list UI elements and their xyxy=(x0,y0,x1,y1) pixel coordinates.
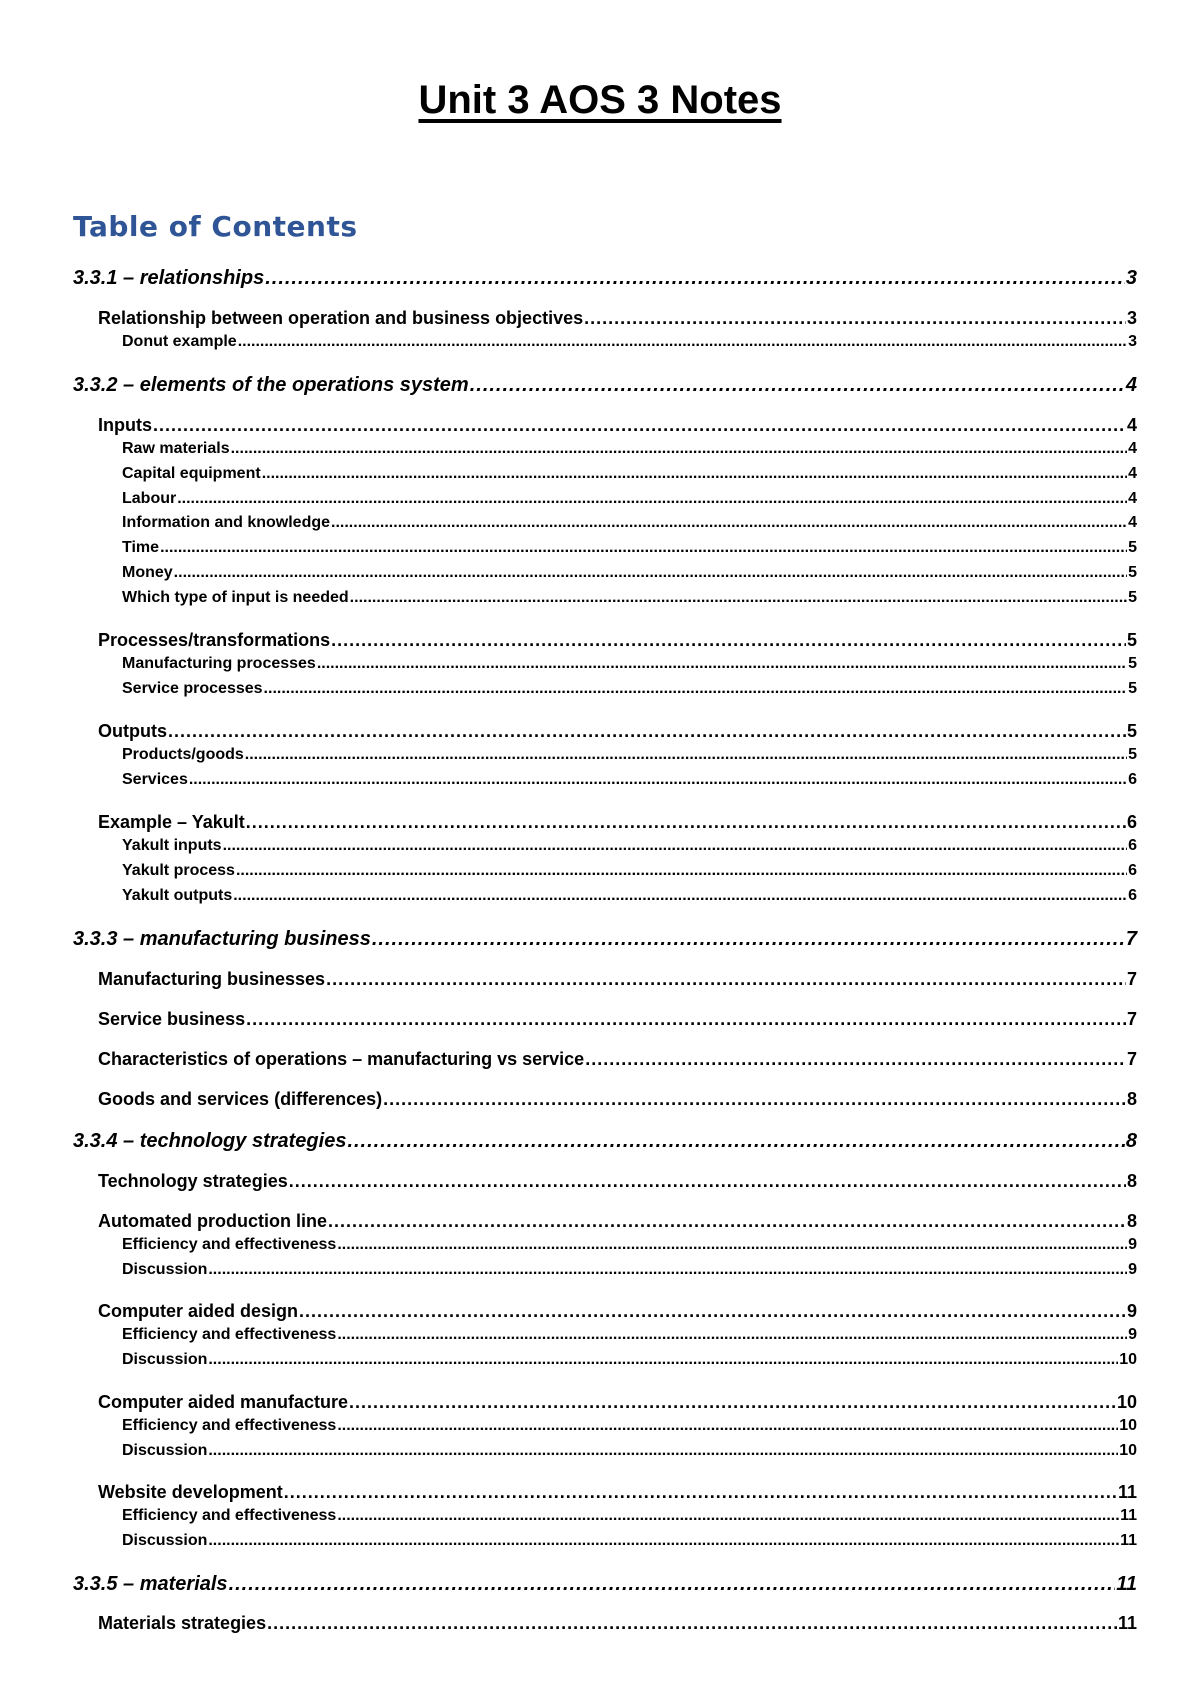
toc-entry-label: Efficiency and effectiveness xyxy=(122,1507,337,1524)
toc-subsubsection-entry[interactable] xyxy=(122,837,1137,855)
toc-entry-label: Discussion xyxy=(122,1442,208,1459)
toc-subsubsection-entry[interactable] xyxy=(122,680,1137,698)
toc-section-entry[interactable] xyxy=(73,928,1137,951)
toc-subsection-entry[interactable] xyxy=(98,1089,1137,1110)
toc-dot-leader xyxy=(233,887,1127,905)
toc-subsubsection-entry[interactable] xyxy=(122,440,1137,458)
toc-dot-leader xyxy=(265,267,1125,290)
toc-entry-label: Efficiency and effectiveness xyxy=(122,1326,337,1343)
toc-entry-label: Information and knowledge xyxy=(122,514,331,531)
toc-entry-label: Relationship between operation and business objectives xyxy=(98,308,584,328)
toc-dot-leader xyxy=(262,465,1127,483)
toc-entry-label: Discussion xyxy=(122,1351,208,1368)
toc-section-entry[interactable] xyxy=(73,374,1137,397)
toc-dot-leader xyxy=(177,490,1127,508)
toc-subsubsection-entry[interactable] xyxy=(122,887,1137,905)
toc-page-number: 3 xyxy=(1125,267,1137,289)
toc-dot-leader xyxy=(160,539,1127,557)
toc-entry-label: Which type of input is needed xyxy=(122,589,349,606)
toc-page-number: 10 xyxy=(1116,1392,1137,1412)
toc-dot-leader xyxy=(470,374,1125,397)
toc-subsection-entry[interactable] xyxy=(98,415,1137,436)
toc-page-number: 10 xyxy=(1119,1351,1137,1368)
toc-entry-label: Time xyxy=(122,539,160,556)
toc-subsubsection-entry[interactable] xyxy=(122,333,1137,351)
toc-dot-leader xyxy=(264,680,1128,698)
toc-dot-leader xyxy=(383,1089,1126,1110)
toc-page-number: 5 xyxy=(1126,721,1137,741)
toc-page-number: 5 xyxy=(1128,589,1137,606)
document-title: Unit 3 AOS 3 Notes xyxy=(418,78,782,122)
toc-dot-leader xyxy=(223,837,1128,855)
toc-dot-leader xyxy=(229,1573,1116,1596)
toc-page-number: 6 xyxy=(1128,887,1137,904)
toc-subsubsection-entry[interactable] xyxy=(122,564,1137,582)
toc-subsubsection-entry[interactable] xyxy=(122,1532,1137,1550)
toc-dot-leader xyxy=(284,1482,1117,1503)
toc-entry-label: Yakult outputs xyxy=(122,887,233,904)
toc-dot-leader xyxy=(347,1130,1124,1153)
toc-dot-leader xyxy=(208,1442,1118,1460)
toc-subsection-entry[interactable] xyxy=(98,1211,1137,1232)
toc-dot-leader xyxy=(238,333,1127,351)
toc-dot-leader xyxy=(350,589,1127,607)
toc-entry-label: 3.3.3 – manufacturing business xyxy=(73,928,371,950)
toc-page-number: 8 xyxy=(1126,1211,1137,1231)
toc-subsection-entry[interactable] xyxy=(98,1613,1137,1634)
toc-entry-label: 3.3.2 – elements of the operations system xyxy=(73,374,469,396)
toc-dot-leader xyxy=(337,1417,1118,1435)
toc-section-entry[interactable] xyxy=(73,1573,1137,1596)
toc-entry-label: Money xyxy=(122,564,173,581)
toc-page-number: 5 xyxy=(1128,539,1137,556)
toc-dot-leader xyxy=(168,721,1126,742)
toc-entry-label: Goods and services (differences) xyxy=(98,1089,383,1109)
toc-subsection-entry[interactable] xyxy=(98,969,1137,990)
toc-dot-leader xyxy=(208,1532,1119,1550)
toc-dot-leader xyxy=(328,1211,1126,1232)
toc-section-entry[interactable] xyxy=(73,1130,1137,1153)
toc-page-number: 4 xyxy=(1125,374,1137,396)
toc-dot-leader xyxy=(153,415,1126,436)
toc-page-number: 4 xyxy=(1128,514,1137,531)
toc-page-number: 5 xyxy=(1128,746,1137,763)
toc-page-number: 6 xyxy=(1128,862,1137,879)
toc-entry-label: Manufacturing businesses xyxy=(98,969,326,989)
toc-entry-label: Automated production line xyxy=(98,1211,327,1231)
toc-dot-leader xyxy=(317,655,1127,673)
toc-subsubsection-entry[interactable] xyxy=(122,655,1137,673)
toc-dot-leader xyxy=(267,1613,1117,1634)
toc-entry-label: Donut example xyxy=(122,333,237,350)
toc-page-number: 11 xyxy=(1117,1613,1137,1633)
toc-subsubsection-entry[interactable] xyxy=(122,514,1137,532)
toc-page-number: 7 xyxy=(1126,1049,1137,1069)
toc-page-number: 4 xyxy=(1128,465,1137,482)
toc-page-number: 8 xyxy=(1126,1089,1137,1109)
toc-dot-leader xyxy=(331,630,1126,651)
toc-entry-label: Services xyxy=(122,771,188,788)
toc-section-entry[interactable] xyxy=(73,267,1137,290)
toc-entry-label: Products/goods xyxy=(122,746,244,763)
toc-entry-label: Characteristics of operations – manufacturing vs service xyxy=(98,1049,585,1069)
toc-dot-leader xyxy=(331,514,1127,532)
toc-entry-label: Efficiency and effectiveness xyxy=(122,1236,337,1253)
toc-entry-label: Inputs xyxy=(98,415,152,435)
toc-subsection-entry[interactable] xyxy=(98,1482,1137,1503)
toc-dot-leader xyxy=(236,862,1127,880)
toc-entry-label: Discussion xyxy=(122,1261,208,1278)
toc-subsubsection-entry[interactable] xyxy=(122,1261,1137,1279)
toc-entry-label: Raw materials xyxy=(122,440,230,457)
toc-page-number: 7 xyxy=(1125,928,1137,950)
toc-subsubsection-entry[interactable] xyxy=(122,490,1137,508)
toc-subsection-entry[interactable] xyxy=(98,630,1137,651)
toc-subsubsection-entry[interactable] xyxy=(122,862,1137,880)
toc-entry-label: Outputs xyxy=(98,721,167,741)
toc-subsection-entry[interactable] xyxy=(98,308,1137,329)
toc-entry-label: Discussion xyxy=(122,1532,208,1549)
toc-page-number: 3 xyxy=(1128,333,1137,350)
toc-page-number: 5 xyxy=(1128,655,1137,672)
toc-dot-leader xyxy=(337,1326,1127,1344)
toc-subsection-entry[interactable] xyxy=(98,721,1137,742)
toc-subsection-entry[interactable] xyxy=(98,1301,1137,1322)
toc-page-number: 6 xyxy=(1128,837,1137,854)
toc-subsubsection-entry[interactable] xyxy=(122,589,1137,607)
toc-entry-label: Service business xyxy=(98,1009,246,1029)
toc-page-number: 7 xyxy=(1126,969,1137,989)
toc-page-number: 3 xyxy=(1126,308,1137,328)
toc-dot-leader xyxy=(337,1236,1127,1254)
toc-heading: Table of Contents xyxy=(73,210,358,243)
toc-dot-leader xyxy=(246,1009,1126,1030)
toc-subsubsection-entry[interactable] xyxy=(122,746,1137,764)
toc-dot-leader xyxy=(585,1049,1126,1070)
toc-page-number: 4 xyxy=(1128,490,1137,507)
toc-dot-leader xyxy=(584,308,1126,329)
toc-subsection-entry[interactable] xyxy=(98,812,1137,833)
toc-page-number: 9 xyxy=(1128,1236,1137,1253)
toc-entry-label: Materials strategies xyxy=(98,1613,267,1633)
toc-entry-label: Computer aided manufacture xyxy=(98,1392,349,1412)
toc-subsubsection-entry[interactable] xyxy=(122,1326,1137,1344)
toc-subsubsection-entry[interactable] xyxy=(122,1507,1137,1525)
toc-subsection-entry[interactable] xyxy=(98,1009,1137,1030)
toc-page-number: 8 xyxy=(1126,1171,1137,1191)
toc-dot-leader xyxy=(189,771,1127,789)
toc-subsubsection-entry[interactable] xyxy=(122,465,1137,483)
toc-subsubsection-entry[interactable] xyxy=(122,1236,1137,1254)
toc-subsubsection-entry[interactable] xyxy=(122,1442,1137,1460)
toc-page-number: 11 xyxy=(1117,1482,1137,1502)
toc-entry-label: 3.3.1 – relationships xyxy=(73,267,265,289)
toc-page-number: 5 xyxy=(1128,680,1137,697)
toc-entry-label: Processes/transformations xyxy=(98,630,331,650)
toc-subsubsection-entry[interactable] xyxy=(122,1417,1137,1435)
toc-entry-label: Service processes xyxy=(122,680,263,697)
toc-dot-leader xyxy=(246,812,1126,833)
toc-page-number: 7 xyxy=(1126,1009,1137,1029)
toc-entry-label: 3.3.4 – technology strategies xyxy=(73,1130,347,1152)
toc-dot-leader xyxy=(208,1261,1127,1279)
toc-page-number: 6 xyxy=(1126,812,1137,832)
toc-dot-leader xyxy=(289,1171,1126,1192)
toc-page-number: 8 xyxy=(1125,1130,1137,1152)
toc-page-number: 10 xyxy=(1119,1417,1137,1434)
toc-page-number: 9 xyxy=(1128,1326,1137,1343)
toc-entry-label: Computer aided design xyxy=(98,1301,299,1321)
toc-dot-leader xyxy=(337,1507,1119,1525)
toc-subsubsection-entry[interactable] xyxy=(122,771,1137,789)
toc-dot-leader xyxy=(231,440,1127,458)
toc-subsubsection-entry[interactable] xyxy=(122,539,1137,557)
toc-dot-leader xyxy=(372,928,1125,951)
toc-entry-label: 3.3.5 – materials xyxy=(73,1573,228,1595)
toc-subsubsection-entry[interactable] xyxy=(122,1351,1137,1369)
toc-entry-label: Efficiency and effectiveness xyxy=(122,1417,337,1434)
toc-dot-leader xyxy=(245,746,1127,764)
toc-page-number: 5 xyxy=(1126,630,1137,650)
toc-dot-leader xyxy=(174,564,1127,582)
toc-page-number: 11 xyxy=(1120,1507,1137,1524)
toc-entry-label: Website development xyxy=(98,1482,283,1502)
toc-page-number: 11 xyxy=(1120,1532,1137,1549)
toc-entry-label: Example – Yakult xyxy=(98,812,245,832)
toc-entry-label: Yakult inputs xyxy=(122,837,222,854)
toc-page-number: 5 xyxy=(1128,564,1137,581)
toc-dot-leader xyxy=(208,1351,1118,1369)
toc-page-number: 11 xyxy=(1116,1573,1137,1595)
toc-entry-label: Labour xyxy=(122,490,177,507)
toc-entry-label: Technology strategies xyxy=(98,1171,288,1191)
toc-dot-leader xyxy=(299,1301,1126,1322)
toc-subsection-entry[interactable] xyxy=(98,1049,1137,1070)
toc-page-number: 4 xyxy=(1128,440,1137,457)
toc-entry-label: Manufacturing processes xyxy=(122,655,316,672)
toc-entry-label: Capital equipment xyxy=(122,465,261,482)
toc-page-number: 4 xyxy=(1126,415,1137,435)
toc-dot-leader xyxy=(349,1392,1116,1413)
toc-entry-label: Yakult process xyxy=(122,862,235,879)
toc-page-number: 6 xyxy=(1128,771,1137,788)
toc-page-number: 10 xyxy=(1119,1442,1137,1459)
toc-page-number: 9 xyxy=(1126,1301,1137,1321)
toc-subsection-entry[interactable] xyxy=(98,1392,1137,1413)
toc-dot-leader xyxy=(326,969,1126,990)
toc-page-number: 9 xyxy=(1128,1261,1137,1278)
toc-subsection-entry[interactable] xyxy=(98,1171,1137,1192)
